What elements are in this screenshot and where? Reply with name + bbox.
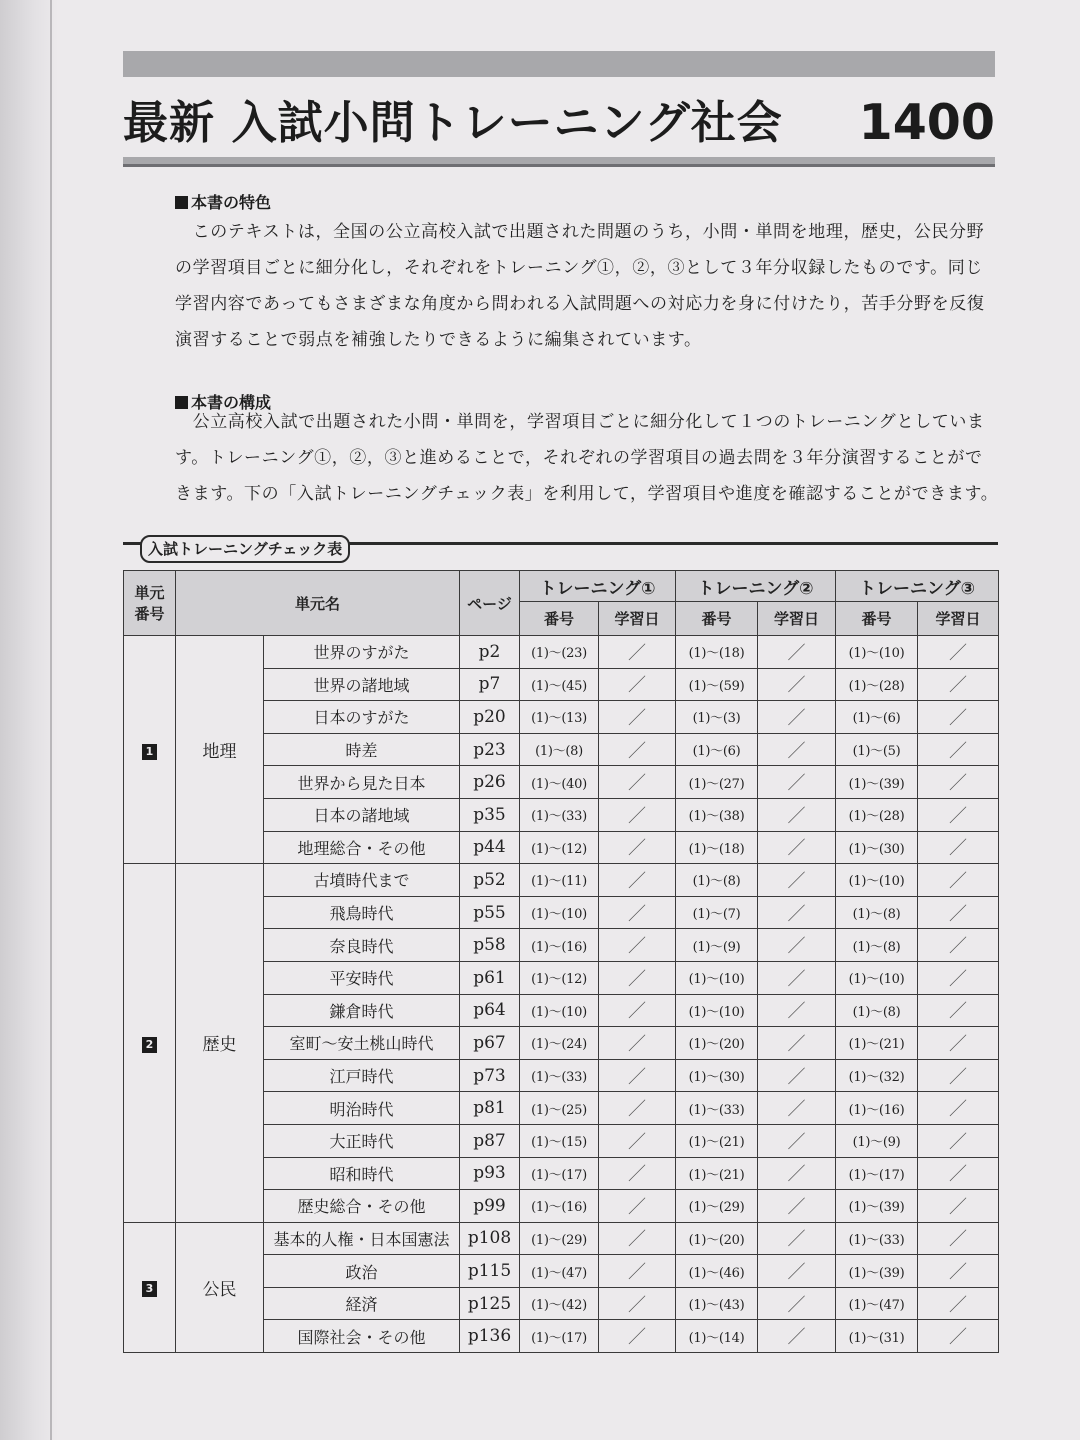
category-name: 地理 (176, 636, 264, 864)
structure-heading: 本書の構成 (175, 390, 271, 413)
category-number (124, 636, 176, 864)
page-number: p108 (460, 1222, 520, 1255)
training-3-date[interactable]: ／ (918, 766, 999, 799)
training-1-date[interactable]: ／ (599, 1157, 676, 1190)
page-number: p52 (460, 864, 520, 897)
training-2-range: (1)～(3) (676, 701, 758, 734)
title-number: 1400 (858, 94, 995, 151)
training-1-range: (1)～(47) (520, 1255, 599, 1288)
unit-name: 鎌倉時代 (264, 994, 460, 1027)
training-3-range: (1)～(17) (836, 1157, 918, 1190)
training-1-date[interactable]: ／ (599, 1287, 676, 1320)
training-1-date[interactable]: ／ (599, 1092, 676, 1125)
unit-name: 日本の諸地域 (264, 798, 460, 831)
training-2-date[interactable]: ／ (758, 1157, 836, 1190)
training-3-range: (1)～(33) (836, 1222, 918, 1255)
header-unit-name: 単元名 (176, 571, 460, 636)
unit-name: 世界から見た日本 (264, 766, 460, 799)
title-bar-bottom (123, 157, 995, 167)
page-number: p2 (460, 636, 520, 669)
training-1-range: (1)～(29) (520, 1222, 599, 1255)
header-training-2: トレーニング② (676, 571, 836, 602)
page-number: p73 (460, 1059, 520, 1092)
features-paragraph (175, 214, 997, 358)
page-number: p58 (460, 929, 520, 962)
category-number (124, 864, 176, 1223)
training-3-date[interactable]: ／ (918, 1092, 999, 1125)
training-1-range: (1)～(25) (520, 1092, 599, 1125)
training-2-date[interactable]: ／ (758, 929, 836, 962)
unit-name: 経済 (264, 1287, 460, 1320)
training-3-range: (1)～(9) (836, 1124, 918, 1157)
training-3-range: (1)～(10) (836, 636, 918, 669)
training-3-range: (1)～(39) (836, 1255, 918, 1288)
training-3-range: (1)～(8) (836, 994, 918, 1027)
training-2-range: (1)～(21) (676, 1157, 758, 1190)
training-3-range: (1)～(47) (836, 1287, 918, 1320)
training-3-range: (1)～(8) (836, 896, 918, 929)
training-3-date[interactable]: ／ (918, 994, 999, 1027)
page-title (123, 88, 1003, 158)
page-number: p115 (460, 1255, 520, 1288)
training-2-range: (1)～(14) (676, 1320, 758, 1353)
training-1-date[interactable]: ／ (599, 1027, 676, 1060)
training-1-range: (1)～(45) (520, 668, 599, 701)
training-3-range: (1)～(28) (836, 798, 918, 831)
training-1-date[interactable]: ／ (599, 668, 676, 701)
training-2-date[interactable]: ／ (758, 994, 836, 1027)
training-3-range: (1)～(39) (836, 1190, 918, 1223)
unit-name: 世界の諸地域 (264, 668, 460, 701)
training-2-range: (1)～(33) (676, 1092, 758, 1125)
training-2-date[interactable]: ／ (758, 636, 836, 669)
training-3-range: (1)～(8) (836, 929, 918, 962)
structure-line: す。トレーニング①，②，③と進めることで，それぞれの学習項目の過去問を３年分演習することがで (175, 448, 983, 468)
training-1-date[interactable]: ／ (599, 1320, 676, 1353)
page-number: p35 (460, 798, 520, 831)
training-2-date[interactable]: ／ (758, 1255, 836, 1288)
category-number (124, 1222, 176, 1352)
training-1-date[interactable]: ／ (599, 798, 676, 831)
training-2-range: (1)～(8) (676, 864, 758, 897)
training-1-range: (1)～(42) (520, 1287, 599, 1320)
training-3-date[interactable]: ／ (918, 864, 999, 897)
training-1-date[interactable]: ／ (599, 929, 676, 962)
features-heading: 本書の特色 (175, 190, 271, 213)
unit-name: 昭和時代 (264, 1157, 460, 1190)
training-2-date[interactable]: ／ (758, 1092, 836, 1125)
category-name: 公民 (176, 1222, 264, 1352)
header-study-date: 学習日 (599, 602, 676, 636)
training-3-date[interactable]: ／ (918, 1320, 999, 1353)
header-number: 番号 (676, 602, 758, 636)
training-1-date[interactable]: ／ (599, 701, 676, 734)
training-1-date[interactable]: ／ (599, 1059, 676, 1092)
page-number: p26 (460, 766, 520, 799)
features-line: このテキストは，全国の公立高校入試で出題された問題のうち，小問・単問を地理，歴史，公民分野 (175, 222, 985, 242)
unit-name: 国際社会・その他 (264, 1320, 460, 1353)
training-1-range: (1)～(12) (520, 831, 599, 864)
training-3-date[interactable]: ／ (918, 636, 999, 669)
training-3-date[interactable]: ／ (918, 1027, 999, 1060)
structure-line: 公立高校入試で出題された小問・単問を，学習項目ごとに細分化して１つのトレーニングとしていま (175, 412, 985, 432)
header-page: ページ (460, 571, 520, 636)
training-3-date[interactable]: ／ (918, 1222, 999, 1255)
training-2-date[interactable]: ／ (758, 733, 836, 766)
training-1-date[interactable]: ／ (599, 831, 676, 864)
training-3-date[interactable]: ／ (918, 1059, 999, 1092)
unit-name: 歴史総合・その他 (264, 1190, 460, 1223)
training-3-range: (1)～(10) (836, 864, 918, 897)
table-caption: 入試トレーニングチェック表 (140, 535, 350, 563)
training-2-date[interactable]: ／ (758, 1059, 836, 1092)
category-number-badge: 3 (142, 1281, 157, 1297)
training-1-date[interactable]: ／ (599, 1255, 676, 1288)
training-check-table (123, 570, 999, 1353)
training-2-range: (1)～(20) (676, 1222, 758, 1255)
training-1-range: (1)～(17) (520, 1320, 599, 1353)
features-line: 演習することで弱点を補強したりできるように編集されています。 (175, 330, 702, 350)
training-2-range: (1)～(7) (676, 896, 758, 929)
book-gutter (0, 0, 58, 1440)
structure-line: きます。下の「入試トレーニングチェック表」を利用して，学習項目や進度を確認することができます。 (175, 484, 999, 504)
training-1-date[interactable]: ／ (599, 636, 676, 669)
training-3-range: (1)～(21) (836, 1027, 918, 1060)
unit-name: 奈良時代 (264, 929, 460, 962)
page-number: p136 (460, 1320, 520, 1353)
training-2-date[interactable]: ／ (758, 1190, 836, 1223)
training-3-date[interactable]: ／ (918, 1124, 999, 1157)
training-1-date[interactable]: ／ (599, 766, 676, 799)
title-bar-top (123, 51, 995, 77)
training-2-range: (1)～(20) (676, 1027, 758, 1060)
training-1-range: (1)～(24) (520, 1027, 599, 1060)
page-number: p23 (460, 733, 520, 766)
training-2-date[interactable]: ／ (758, 1320, 836, 1353)
category-number-badge: 2 (142, 1037, 157, 1053)
training-3-date[interactable]: ／ (918, 896, 999, 929)
training-2-date[interactable]: ／ (758, 831, 836, 864)
page-number: p99 (460, 1190, 520, 1223)
page-number: p20 (460, 701, 520, 734)
title-main: 最新 入試小問トレーニング社会 (123, 96, 783, 149)
training-3-range: (1)～(32) (836, 1059, 918, 1092)
category-number-badge: 1 (142, 744, 157, 760)
training-3-range: (1)～(5) (836, 733, 918, 766)
training-3-range: (1)～(31) (836, 1320, 918, 1353)
page-number: p67 (460, 1027, 520, 1060)
features-line: の学習項目ごとに細分化し，それぞれをトレーニング①，②，③として３年分収録したものです。同じ (175, 258, 983, 278)
training-3-date[interactable]: ／ (918, 733, 999, 766)
training-1-date[interactable]: ／ (599, 733, 676, 766)
training-3-range: (1)～(39) (836, 766, 918, 799)
training-2-range: (1)～(18) (676, 636, 758, 669)
training-3-range: (1)～(6) (836, 701, 918, 734)
unit-name: 時差 (264, 733, 460, 766)
training-1-range: (1)～(16) (520, 1190, 599, 1223)
training-1-range: (1)～(10) (520, 896, 599, 929)
training-3-range: (1)～(28) (836, 668, 918, 701)
training-2-date[interactable]: ／ (758, 798, 836, 831)
page-number: p44 (460, 831, 520, 864)
training-3-date[interactable]: ／ (918, 961, 999, 994)
training-1-range: (1)～(40) (520, 766, 599, 799)
training-1-range: (1)～(16) (520, 929, 599, 962)
training-1-range: (1)～(15) (520, 1124, 599, 1157)
training-2-date[interactable]: ／ (758, 668, 836, 701)
training-2-range: (1)～(46) (676, 1255, 758, 1288)
header-number: 番号 (836, 602, 918, 636)
training-1-range: (1)～(12) (520, 961, 599, 994)
training-2-date[interactable]: ／ (758, 701, 836, 734)
training-2-range: (1)～(18) (676, 831, 758, 864)
training-1-range: (1)～(33) (520, 1059, 599, 1092)
training-2-range: (1)～(59) (676, 668, 758, 701)
table-row (124, 636, 999, 669)
page-number: p55 (460, 896, 520, 929)
unit-name: 世界のすがた (264, 636, 460, 669)
training-2-range: (1)～(21) (676, 1124, 758, 1157)
training-3-range: (1)～(10) (836, 961, 918, 994)
training-3-range: (1)～(30) (836, 831, 918, 864)
training-1-date[interactable]: ／ (599, 1190, 676, 1223)
training-3-date[interactable]: ／ (918, 1287, 999, 1320)
unit-name: 飛鳥時代 (264, 896, 460, 929)
page-number: p64 (460, 994, 520, 1027)
structure-paragraph (175, 404, 997, 512)
training-3-date[interactable]: ／ (918, 929, 999, 962)
training-3-range: (1)～(16) (836, 1092, 918, 1125)
unit-name: 政治 (264, 1255, 460, 1288)
unit-name: 古墳時代まで (264, 864, 460, 897)
page-number: p93 (460, 1157, 520, 1190)
header-number: 番号 (520, 602, 599, 636)
header-training-3: トレーニング③ (836, 571, 999, 602)
table-row (124, 864, 999, 897)
page-number: p125 (460, 1287, 520, 1320)
page-number: p7 (460, 668, 520, 701)
training-1-range: (1)～(23) (520, 636, 599, 669)
training-2-date[interactable]: ／ (758, 766, 836, 799)
unit-name: 大正時代 (264, 1124, 460, 1157)
features-line: 学習内容であってもさまざまな角度から問われる入試問題への対応力を身に付けたり，苦手分野を反復 (175, 294, 985, 314)
unit-name: 室町～安土桃山時代 (264, 1027, 460, 1060)
training-3-date[interactable]: ／ (918, 701, 999, 734)
training-3-date[interactable]: ／ (918, 668, 999, 701)
training-2-range: (1)～(30) (676, 1059, 758, 1092)
training-1-range: (1)～(13) (520, 701, 599, 734)
training-2-range: (1)～(27) (676, 766, 758, 799)
page-number: p87 (460, 1124, 520, 1157)
training-2-range: (1)～(38) (676, 798, 758, 831)
training-1-date[interactable]: ／ (599, 1222, 676, 1255)
training-1-date[interactable]: ／ (599, 864, 676, 897)
training-2-range: (1)～(9) (676, 929, 758, 962)
training-3-date[interactable]: ／ (918, 1255, 999, 1288)
header-study-date: 学習日 (758, 602, 836, 636)
training-2-date[interactable]: ／ (758, 961, 836, 994)
unit-name: 平安時代 (264, 961, 460, 994)
training-1-range: (1)～(33) (520, 798, 599, 831)
header-study-date: 学習日 (918, 602, 999, 636)
unit-name: 江戸時代 (264, 1059, 460, 1092)
training-2-date[interactable]: ／ (758, 1124, 836, 1157)
training-1-range: (1)～(11) (520, 864, 599, 897)
unit-name: 日本のすがた (264, 701, 460, 734)
training-2-date[interactable]: ／ (758, 1287, 836, 1320)
training-1-range: (1)～(10) (520, 994, 599, 1027)
training-3-date[interactable]: ／ (918, 798, 999, 831)
unit-name: 地理総合・その他 (264, 831, 460, 864)
training-2-date[interactable]: ／ (758, 896, 836, 929)
unit-name: 基本的人権・日本国憲法 (264, 1222, 460, 1255)
category-name: 歴史 (176, 864, 264, 1223)
training-3-date[interactable]: ／ (918, 831, 999, 864)
training-2-date[interactable]: ／ (758, 1027, 836, 1060)
page-number: p81 (460, 1092, 520, 1125)
training-2-range: (1)～(10) (676, 961, 758, 994)
training-2-range: (1)～(6) (676, 733, 758, 766)
training-2-range: (1)～(10) (676, 994, 758, 1027)
training-3-date[interactable]: ／ (918, 1157, 999, 1190)
training-2-range: (1)～(29) (676, 1190, 758, 1223)
square-bullet-icon (175, 196, 188, 209)
training-1-date[interactable]: ／ (599, 994, 676, 1027)
training-1-date[interactable]: ／ (599, 1124, 676, 1157)
training-2-date[interactable]: ／ (758, 1222, 836, 1255)
header-training-1: トレーニング① (520, 571, 676, 602)
training-3-date[interactable]: ／ (918, 1190, 999, 1223)
training-1-date[interactable]: ／ (599, 896, 676, 929)
header-unit-number: 単元 番号 (124, 571, 176, 636)
unit-name: 明治時代 (264, 1092, 460, 1125)
table-row (124, 1222, 999, 1255)
training-1-range: (1)～(8) (520, 733, 599, 766)
training-2-date[interactable]: ／ (758, 864, 836, 897)
training-1-date[interactable]: ／ (599, 961, 676, 994)
training-2-range: (1)～(43) (676, 1287, 758, 1320)
training-1-range: (1)～(17) (520, 1157, 599, 1190)
page-number: p61 (460, 961, 520, 994)
